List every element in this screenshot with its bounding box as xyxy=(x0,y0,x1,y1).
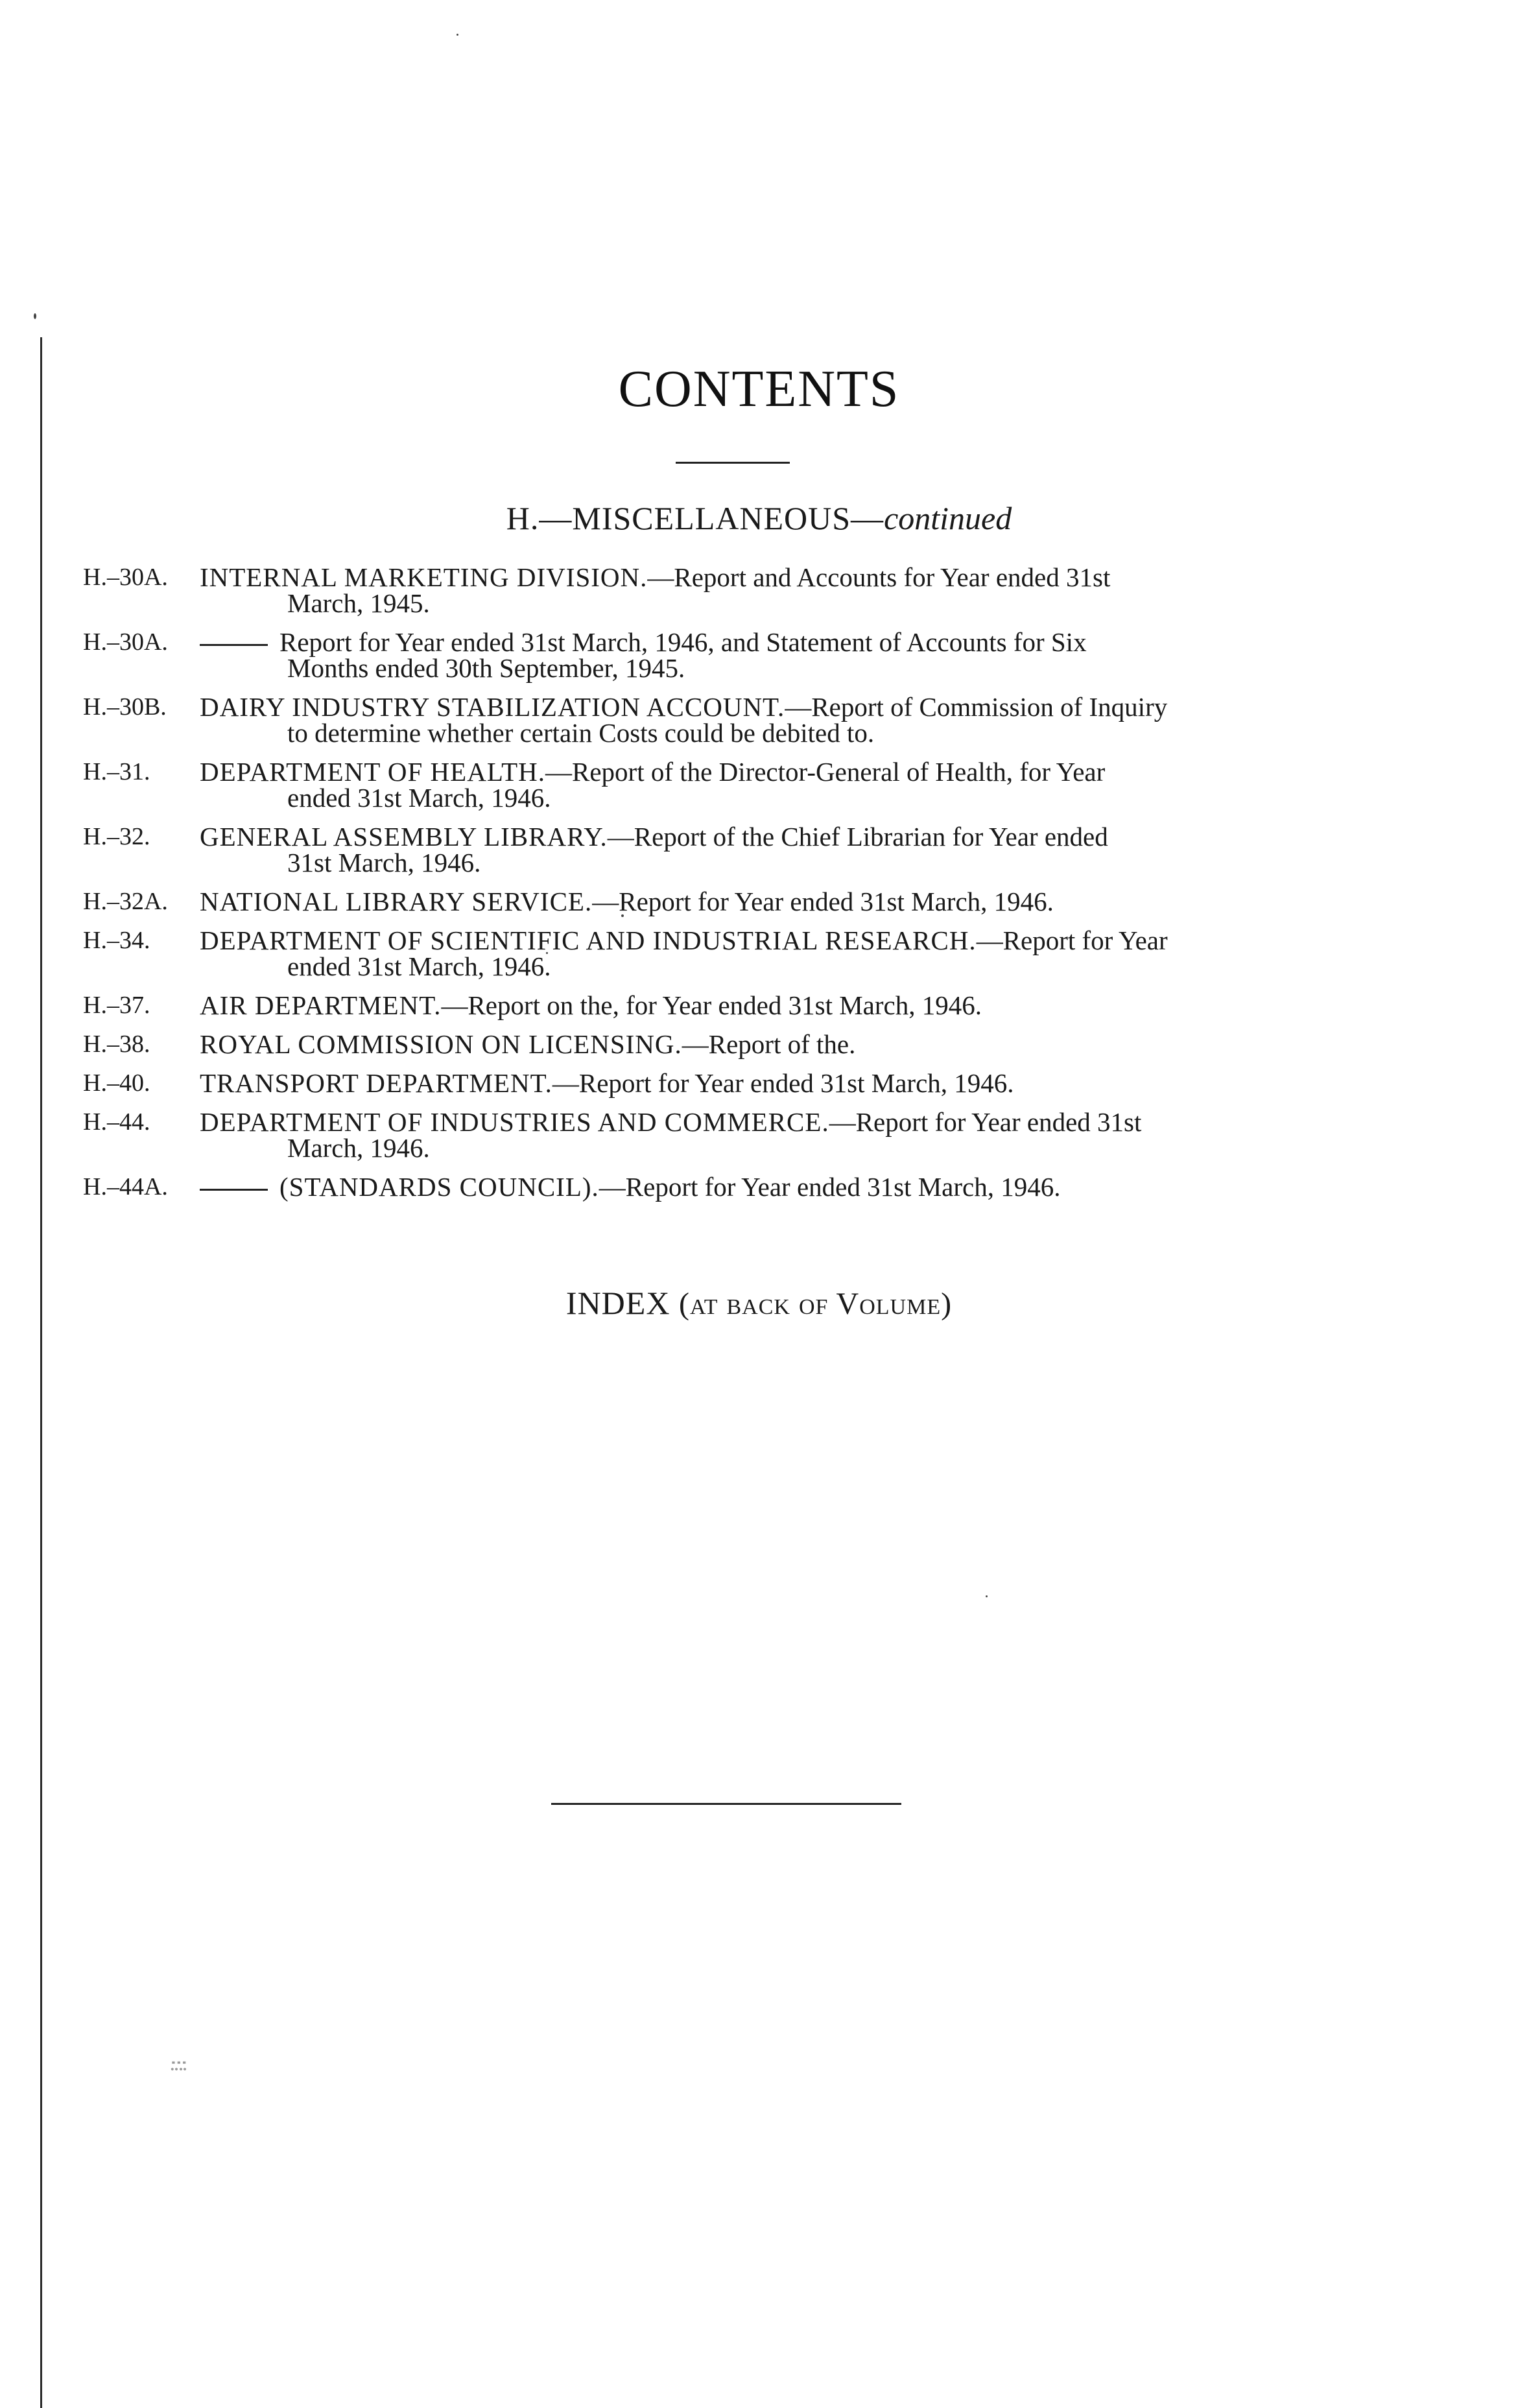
entry-continuation: 31st March, 1946. xyxy=(287,848,481,877)
entry-continuation: to determine whether certain Costs could be debited to. xyxy=(287,718,875,748)
entry-continuation: Months ended 30th September, 1945. xyxy=(287,653,685,683)
ditto-dash xyxy=(200,1189,268,1191)
entry-text: —Report for Year ended 31st March, 1946. xyxy=(599,1172,1061,1202)
entry-continuation: March, 1945. xyxy=(287,588,430,618)
entry-code: H.–38. xyxy=(83,1031,150,1058)
contents-entry xyxy=(83,629,1390,681)
entry-text: —Report on the, for Year ended 31st March, 1946. xyxy=(441,990,982,1020)
section-heading xyxy=(0,499,1518,537)
entry-code: H.–32A. xyxy=(83,888,168,915)
scan-speck xyxy=(457,34,458,36)
entry-body xyxy=(200,564,1390,616)
entry-code: H.–30B. xyxy=(83,693,167,721)
entry-text: —Report of the Chief Librarian for Year ended xyxy=(607,822,1108,852)
entry-body xyxy=(200,1031,1390,1057)
contents-entry xyxy=(83,694,1390,746)
entry-body xyxy=(200,1174,1390,1200)
entry-code: H.–30A. xyxy=(83,564,168,591)
entry-code: H.–40. xyxy=(83,1069,150,1097)
entry-code: H.–34. xyxy=(83,927,150,954)
entry-body xyxy=(200,694,1390,746)
entry-code: H.–37. xyxy=(83,992,150,1019)
entry-text: —Report for Year ended 31st March, 1946. xyxy=(552,1068,1014,1098)
scan-speck xyxy=(986,1595,988,1597)
entry-heading: DAIRY INDUSTRY STABILIZATION ACCOUNT. xyxy=(200,692,785,722)
entry-continuation: March, 1946. xyxy=(287,1133,430,1163)
ditto-dash xyxy=(200,644,268,646)
entry-heading: ROYAL COMMISSION ON LICENSING. xyxy=(200,1029,682,1059)
entry-heading: TRANSPORT DEPARTMENT. xyxy=(200,1068,552,1098)
entry-body xyxy=(200,992,1390,1018)
entry-continuation: ended 31st March, 1946. xyxy=(287,783,551,813)
entry-heading: AIR DEPARTMENT. xyxy=(200,990,442,1020)
entry-heading: DEPARTMENT OF HEALTH. xyxy=(200,757,545,787)
entry-text: —Report for Year ended 31st xyxy=(829,1107,1142,1137)
closing-rule xyxy=(551,1803,901,1805)
entry-text: —Report and Accounts for Year ended 31st xyxy=(647,562,1111,592)
entry-body xyxy=(200,759,1390,811)
contents-entry xyxy=(83,824,1390,876)
entry-body xyxy=(200,824,1390,876)
entry-body xyxy=(200,629,1390,681)
entry-text: —Report of the Director-General of Health, for Year xyxy=(545,757,1106,787)
scan-speck xyxy=(34,313,36,319)
entry-heading: GENERAL ASSEMBLY LIBRARY. xyxy=(200,822,608,852)
contents-entry xyxy=(83,564,1390,616)
entry-text: —Report of Commission of Inquiry xyxy=(785,692,1168,722)
entry-text: —Report for Year ended 31st March, 1946. xyxy=(592,887,1054,916)
title-rule xyxy=(676,462,790,464)
index-label: INDEX xyxy=(565,1285,670,1321)
entry-body xyxy=(200,927,1390,979)
entry-code: H.–32. xyxy=(83,823,150,850)
library-stamp-mark: ⁝⁞ xyxy=(166,2059,190,2073)
contents-entry xyxy=(83,1031,1390,1057)
entry-code: H.–31. xyxy=(83,758,150,785)
entry-heading: DEPARTMENT OF INDUSTRIES AND COMMERCE. xyxy=(200,1107,829,1137)
entry-text: —Report of the. xyxy=(682,1029,856,1059)
section-main: H.—MISCELLANEOUS— xyxy=(506,500,884,536)
page-margin-rule xyxy=(40,337,42,2408)
contents-list xyxy=(83,564,1390,1213)
entry-code: H.–44A. xyxy=(83,1173,168,1200)
entry-heading: INTERNAL MARKETING DIVISION. xyxy=(200,562,648,592)
section-continued: continued xyxy=(884,500,1012,536)
entry-heading: (STANDARDS COUNCIL). xyxy=(279,1172,599,1202)
entry-code: H.–30A. xyxy=(83,628,168,656)
entry-body xyxy=(200,1070,1390,1096)
entry-heading: NATIONAL LIBRARY SERVICE. xyxy=(200,887,593,916)
contents-entry xyxy=(83,1070,1390,1096)
page-title: CONTENTS xyxy=(618,361,900,418)
entry-heading: DEPARTMENT OF SCIENTIFIC AND INDUSTRIAL RESEARCH. xyxy=(200,925,977,955)
contents-entry xyxy=(83,992,1390,1018)
index-note xyxy=(0,1284,1518,1322)
entry-code: H.–44. xyxy=(83,1108,150,1136)
index-location: (at back of Volume) xyxy=(678,1287,953,1321)
entry-body xyxy=(200,888,1390,914)
entry-body xyxy=(200,1109,1390,1161)
contents-entry xyxy=(83,888,1390,914)
contents-entry xyxy=(83,927,1390,979)
contents-entry xyxy=(83,1109,1390,1161)
entry-continuation: ended 31st March, 1946. xyxy=(287,951,551,981)
contents-entry xyxy=(83,759,1390,811)
entry-text: Report for Year ended 31st March, 1946, and Statement of Accounts for Six xyxy=(279,627,1087,657)
contents-entry xyxy=(83,1174,1390,1200)
entry-text: —Report for Year xyxy=(976,925,1168,955)
